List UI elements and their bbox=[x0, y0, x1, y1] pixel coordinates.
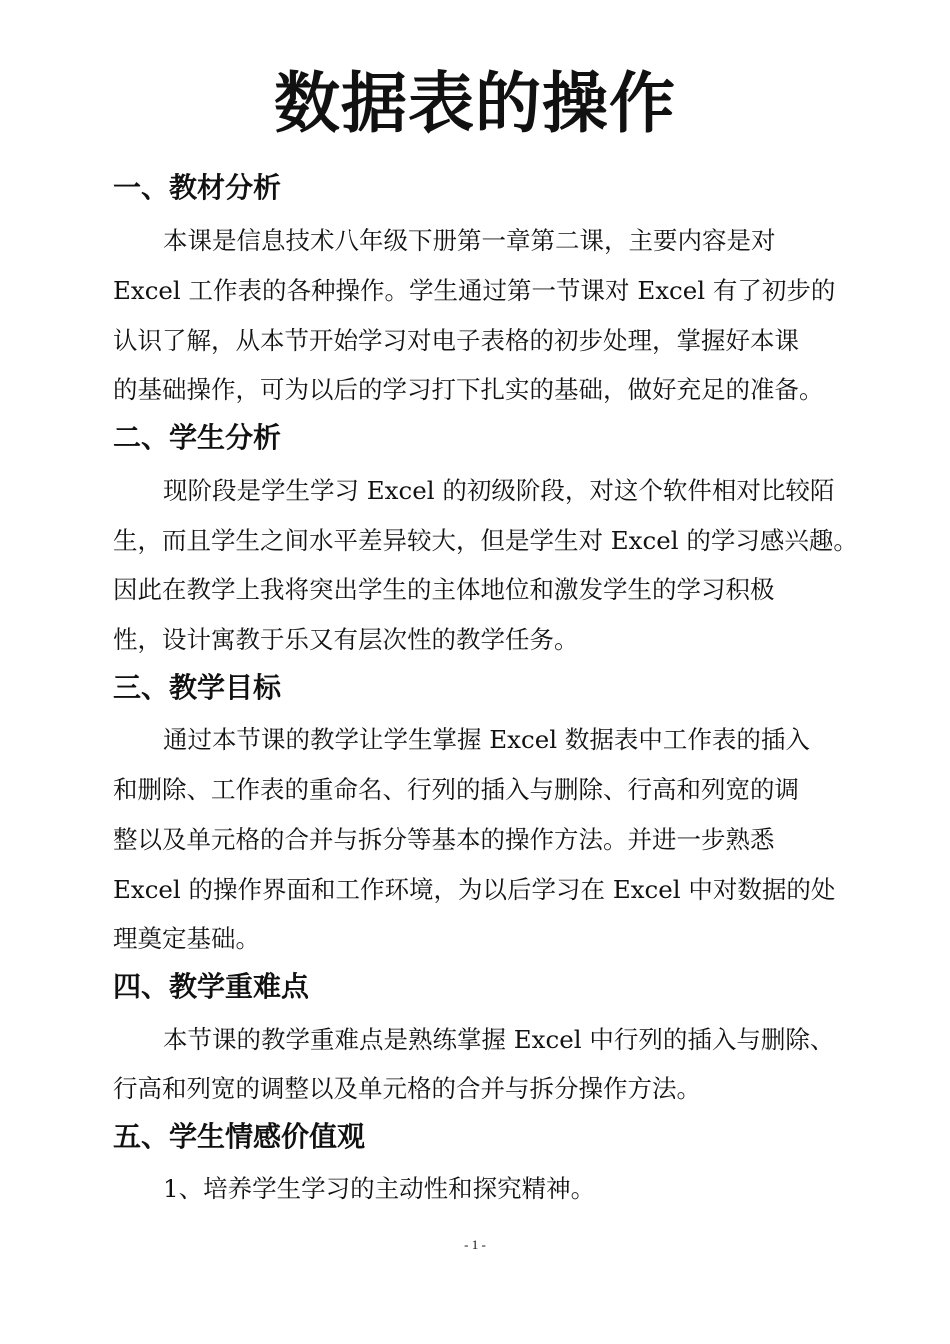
paragraph-line: 因此在教学上我将突出学生的主体地位和激发学生的学习积极 bbox=[113, 575, 775, 604]
paragraph-line: 和删除、工作表的重命名、行列的插入与删除、行高和列宽的调 bbox=[113, 775, 799, 804]
section-heading: 一、教材分析 bbox=[113, 171, 282, 204]
document-title: 数据表的操作 bbox=[274, 65, 676, 142]
section-heading: 三、教学目标 bbox=[113, 671, 282, 704]
section-heading: 四、教学重难点 bbox=[113, 970, 310, 1003]
paragraph-line: 认识了解，从本节开始学习对电子表格的初步处理，掌握好本课 bbox=[113, 326, 799, 355]
page-number: - 1 - bbox=[464, 1237, 486, 1252]
section-heading: 二、学生分析 bbox=[113, 421, 282, 454]
paragraph-line: 理奠定基础。 bbox=[113, 924, 260, 953]
paragraph-line: 1、培养学生学习的主动性和探究精神。 bbox=[163, 1174, 596, 1203]
paragraph-line: 通过本节课的教学让学生掌握 Excel 数据表中工作表的插入 bbox=[163, 725, 810, 754]
paragraph-line: Excel 的操作界面和工作环境，为以后学习在 Excel 中对数据的处 bbox=[113, 875, 836, 904]
paragraph-line: 本节课的教学重难点是熟练掌握 Excel 中行列的插入与删除、 bbox=[163, 1025, 835, 1054]
paragraph-line: 现阶段是学生学习 Excel 的初级阶段，对这个软件相对比较陌 bbox=[163, 476, 835, 505]
paragraph-line: 生，而且学生之间水平差异较大，但是学生对 Excel 的学习感兴趣。 bbox=[113, 526, 858, 555]
paragraph-line: 的基础操作，可为以后的学习打下扎实的基础，做好充足的准备。 bbox=[113, 375, 824, 404]
section-heading: 五、学生情感价值观 bbox=[113, 1120, 366, 1153]
paragraph-line: 本课是信息技术八年级下册第一章第二课，主要内容是对 bbox=[163, 226, 776, 255]
paragraph-line: 性，设计寓教于乐又有层次性的教学任务。 bbox=[113, 625, 579, 654]
paragraph-line: 整以及单元格的合并与拆分等基本的操作方法。并进一步熟悉 bbox=[113, 825, 775, 854]
paragraph-line: 行高和列宽的调整以及单元格的合并与拆分操作方法。 bbox=[113, 1074, 701, 1103]
paragraph-line: Excel 工作表的各种操作。学生通过第一节课对 Excel 有了初步的 bbox=[113, 276, 836, 305]
